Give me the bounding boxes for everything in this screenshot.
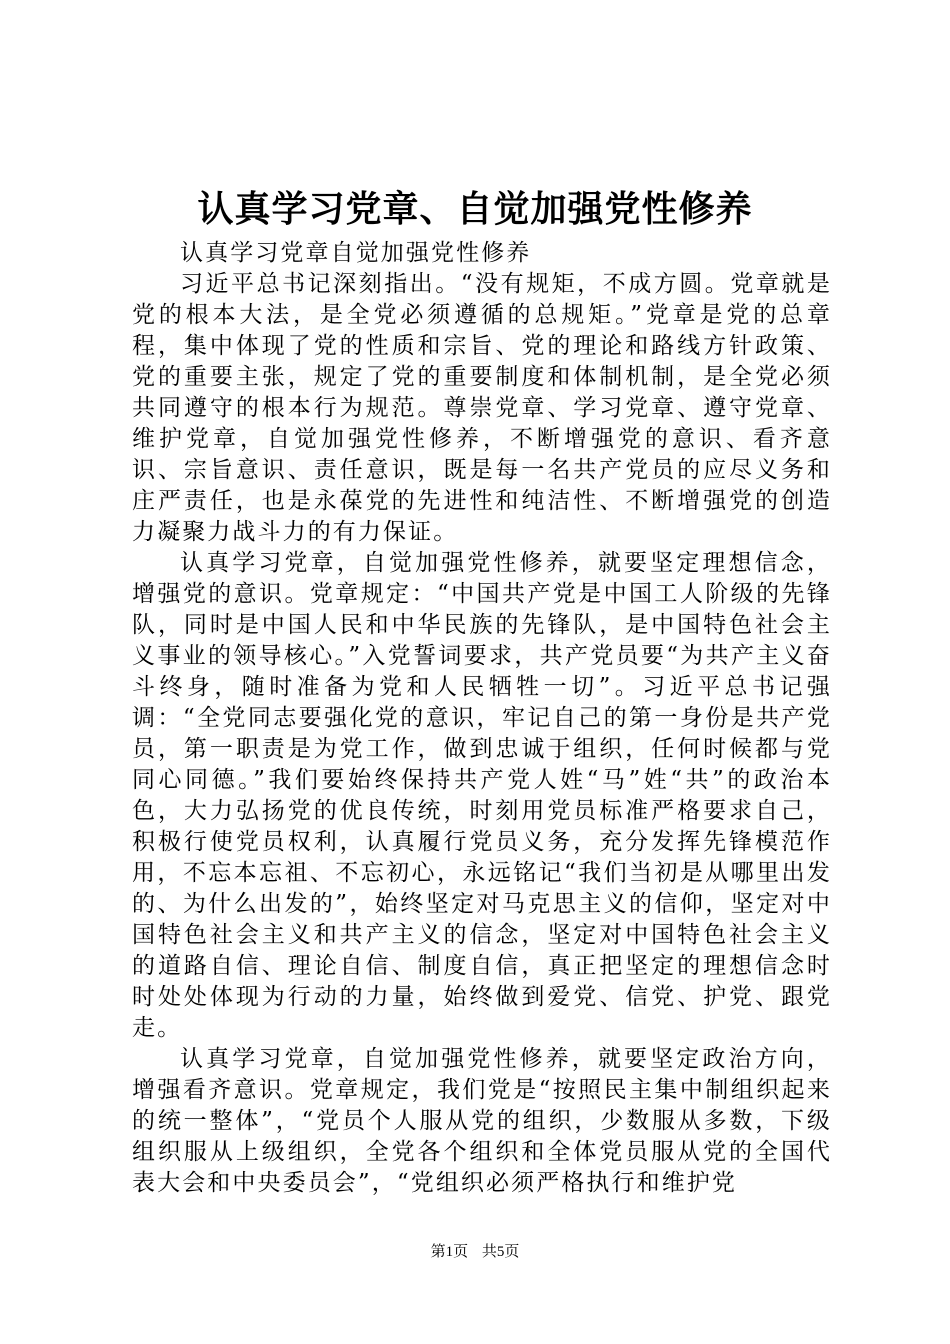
body-paragraph: 习近平总书记深刻指出。“没有规矩，不成方圆。党章就是党的根本大法，是全党必须遵循的总规矩。”党章是党的总章程，集中体现了党的性质和宗旨、党的理论和路线方针政策、党的重要主张，规定了党的重要制度和体制机制，是全党必须共同遵守的根本行为规范。尊崇党章、学习党章、遵守党章、维护党章，自觉加强党性修养，不断增强党的意识、看齐意识、宗旨意识、责任意识，既是每一名共产党员的应尽义务和庄严责任，也是永葆党的先进性和纯洁性、不断增强党的创造力凝聚力战斗力的有力保证。 xyxy=(132,271,832,545)
page-total: 共5页 xyxy=(481,1244,520,1260)
body-paragraph: 认真学习党章，自觉加强党性修养，就要坚定理想信念，增强党的意识。党章规定：“中国共产党是中国工人阶级的先锋队，同时是中国人民和中华民族的先锋队，是中国特色社会主义事业的领导核心。”入党誓词要求，共产党员要“为共产主义奋斗终身，随时准备为党和人民牺牲一切”。习近平总书记强调：“全党同志要强化党的意识，牢记自己的第一身份是共产党员，第一职责是为党工作，做到忠诚于组织，任何时候都与党同心同德。”我们要始终保持共产党人姓“马”姓“共”的政治本色，大力弘扬党的优良传统，时刻用党员标准严格要求自己，积极行使党员权利，认真履行党员义务，充分发挥先锋模范作用，不忘本忘祖、不忘初心，永远铭记“我们当初是从哪里出发的、为什么出发的”，始终坚定对马克思主义的信仰，坚定对中国特色社会主义和共产主义的信念，坚定对中国特色社会主义的道路自信、理论自信、制度自信，真正把坚定的理想信念时时处处体现为行动的力量，始终做到爱党、信党、护党、跟党走。 xyxy=(132,550,832,1041)
page-number: 第1页 xyxy=(430,1244,469,1260)
body-paragraph: 认真学习党章，自觉加强党性修养，就要坚定政治方向，增强看齐意识。党章规定，我们党是“按照民主集中制组织起来的统一整体”，“党员个人服从党的组织，少数服从多数，下级组织服从上级组织，全党各个组织和全体党员服从党的全国代表大会和中央委员会”，“党组织必须严格执行和维护党 xyxy=(132,1046,832,1196)
document-body xyxy=(132,238,832,1199)
page-footer xyxy=(0,1240,950,1264)
document-subtitle: 认真学习党章自觉加强党性修养 xyxy=(180,240,532,266)
document-title: 认真学习党章、自觉加强党性修养 xyxy=(197,188,753,230)
